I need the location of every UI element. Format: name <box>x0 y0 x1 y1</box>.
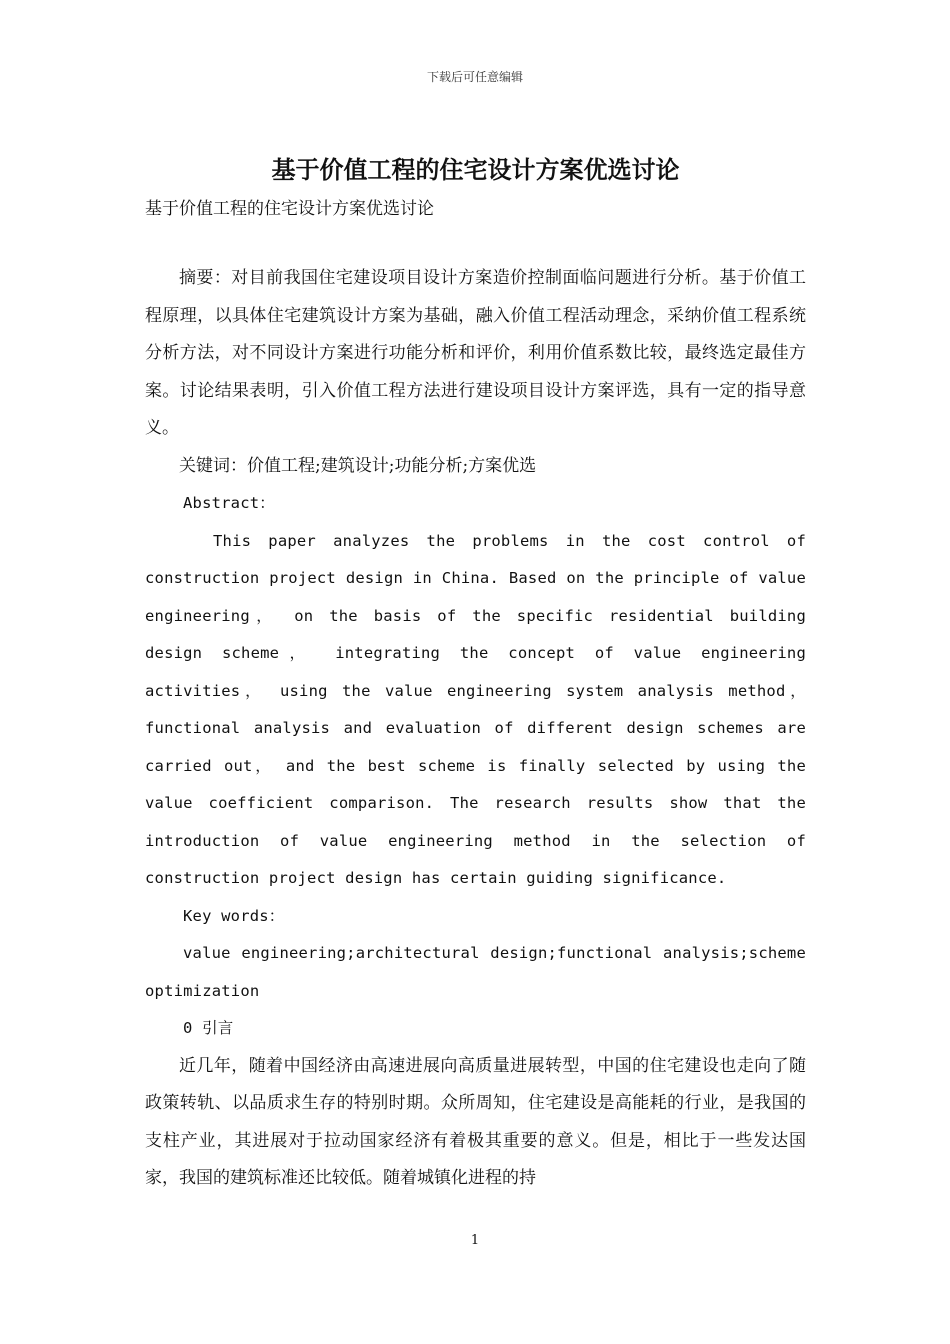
document-title: 基于价值工程的住宅设计方案优选讨论 <box>271 156 680 184</box>
section-heading: 0 引言 <box>183 1019 234 1037</box>
abstract-chinese: 摘要：对目前我国住宅建设项目设计方案造价控制面临问题进行分析。基于价值工程原理，以具体住宅建筑设计方案为基础，融入价值工程活动理念，采纳价值工程系统分析方法，对不同设计方案进行功能分析和评价，利用价值系数比较，最终选定最佳方案。讨论结果表明，引入价值工程方法进行建设项目设计方案评选，具有一定的指导意义。 <box>145 268 806 438</box>
keywords-label: Key words： <box>183 906 285 925</box>
header-note: 下载后可任意编辑 <box>426 70 523 84</box>
keywords-english: value engineering;architectural design;functional analysis;scheme optimization <box>145 944 806 1000</box>
document-page <box>145 148 806 1198</box>
abstract-label: Abstract： <box>183 494 275 512</box>
abstract-english: This paper analyzes the problems in the cost control of construction project design in China. Based on the principle of value engineering， on the basis of the specific residential building design scheme， integrating the concept of value engineering activities， using the value engineering system analysis method， functional analysis and evaluation of different design schemes are carried out， and the best scheme is finally selected by using the value coefficient comparison. The research results show that the introduction of value engineering method in the selection of construction project design has certain guiding significance. <box>145 531 806 887</box>
page-number: 1 <box>470 1233 480 1248</box>
document-subtitle: 基于价值工程的住宅设计方案优选讨论 <box>145 199 434 219</box>
intro-paragraph: 近几年，随着中国经济由高速进展向高质量进展转型，中国的住宅建设也走向了随政策转轨、以品质求生存的特别时期。众所周知，住宅建设是高能耗的行业，是我国的支柱产业，其进展对于拉动国家经济有着极其重要的意义。但是，相比于一些发达国家，我国的建筑标准还比较低。随着城镇化进程的持 <box>145 1055 806 1188</box>
keywords-chinese: 关键词：价值工程;建筑设计;功能分析;方案优选 <box>179 455 537 476</box>
